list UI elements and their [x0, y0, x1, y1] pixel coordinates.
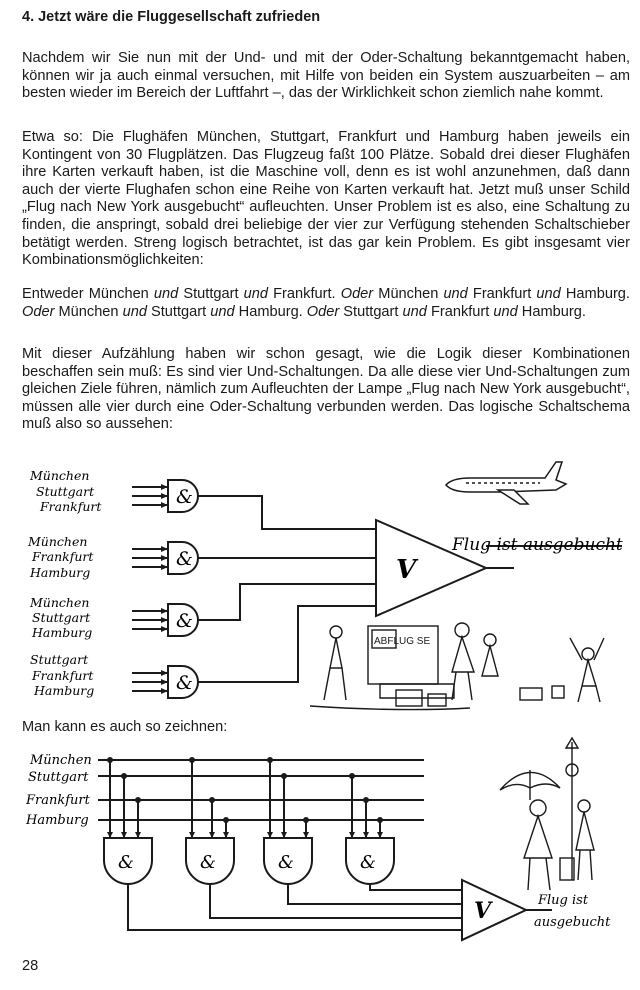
input-label: Frankfurt	[32, 668, 94, 683]
input-label: Hamburg	[32, 625, 93, 640]
input-label: München	[28, 534, 88, 549]
or-symbol: V	[396, 555, 417, 585]
and-symbol: &	[200, 852, 217, 873]
input-label: München	[30, 468, 90, 483]
and-symbol: &	[176, 610, 193, 632]
bus-label: Stuttgart	[28, 770, 89, 785]
airport-scene-illustration	[310, 623, 604, 710]
paragraph-logic: Mit dieser Aufzählung haben wir schon gesagt, wie die Logik dieser Kombinationen beschaffen sein muß: Es sind vier Und-Schaltungen. Da alle diese vier Und-Schaltungen zum gleichen Ziele führen, nämlich zum Aufleuchten der Lampe „Flug nach New York ausgebucht“, müssen alle vier durch eine Oder-Schaltung verbunden werden. Das logische Schaltschema muß also so aussehen:	[22, 346, 630, 433]
or-symbol: V	[474, 898, 492, 924]
output-label-line1: Flug ist	[538, 893, 589, 908]
and-symbol: &	[176, 486, 193, 508]
input-label: München	[30, 595, 90, 610]
input-label: Stuttgart	[32, 610, 91, 625]
output-label: Flug ist ausgebucht	[452, 535, 623, 555]
and-symbol: &	[176, 548, 193, 570]
scene-sign: ABFLUG SE	[374, 636, 431, 647]
input-label: Stuttgart	[36, 484, 95, 499]
and-symbol: &	[118, 852, 135, 873]
input-label: Hamburg	[34, 683, 95, 698]
output-label-line2: ausgebucht	[534, 915, 611, 930]
paragraph-problem: Etwa so: Die Flughäfen München, Stuttgart, Frankfurt und Hamburg haben jeweils ein Kontingent von 30 Flugplätzen. Das Flugzeug faßt 100 Plätze. Sobald drei dieser Flughäfen ihre Karten verkauft haben, ist die Maschine voll, denn es ist wohl anzunehmen, daß dann auch der vierte Flughafen schon eine Reihe von Karten verkauft hat. Jetzt muß unser Schild „Flug nach New York ausgebucht“ aufleuchten. Unser Problem ist es also, eine Schaltung zu finden, die anspringt, sobald drei beliebige der vier zur Verfügung stehenden Schaltschieber betätigt werden. Streng logisch betrachtet, ist das gar kein Problem. Es gibt insgesamt vier Kombinationsmöglichkeiten:	[22, 129, 630, 269]
and-symbol: &	[278, 852, 295, 873]
bus-label: Frankfurt	[26, 793, 90, 808]
input-label: Frankfurt	[40, 499, 102, 514]
and-symbol: &	[360, 852, 377, 873]
input-label: Hamburg	[30, 565, 91, 580]
bus-label: München	[30, 753, 92, 768]
airplane-illustration	[446, 462, 566, 504]
input-label: Frankfurt	[32, 549, 94, 564]
diagram-caption: Man kann es auch so zeichnen:	[22, 719, 228, 735]
page-number: 28	[22, 958, 39, 974]
paragraph-combinations: Entweder München und Stuttgart und Frankfurt. Oder München und Frankfurt und Hamburg. Oder München und Stuttgart und Hamburg. Oder Stuttgart und Frankfurt und Hamburg.	[22, 286, 630, 320]
and-symbol: &	[176, 672, 193, 694]
input-label: Stuttgart	[30, 652, 89, 667]
paragraph-intro: Nachdem wir Sie nun mit der Und- und mit der Oder-Schaltung bekanntgemacht haben, können wir ja auch einmal versuchen, mit Hilfe von beiden ein System auszuarbeiten – am besten wieder im Bereich der Luftfahrt –, das der Wirklichkeit schon ziemlich nahe kommt.	[22, 50, 630, 102]
umbrella-couple-illustration	[500, 738, 594, 890]
bus-label: Hamburg	[26, 813, 89, 828]
section-heading: 4. Jetzt wäre die Fluggesellschaft zufrieden	[22, 9, 321, 25]
